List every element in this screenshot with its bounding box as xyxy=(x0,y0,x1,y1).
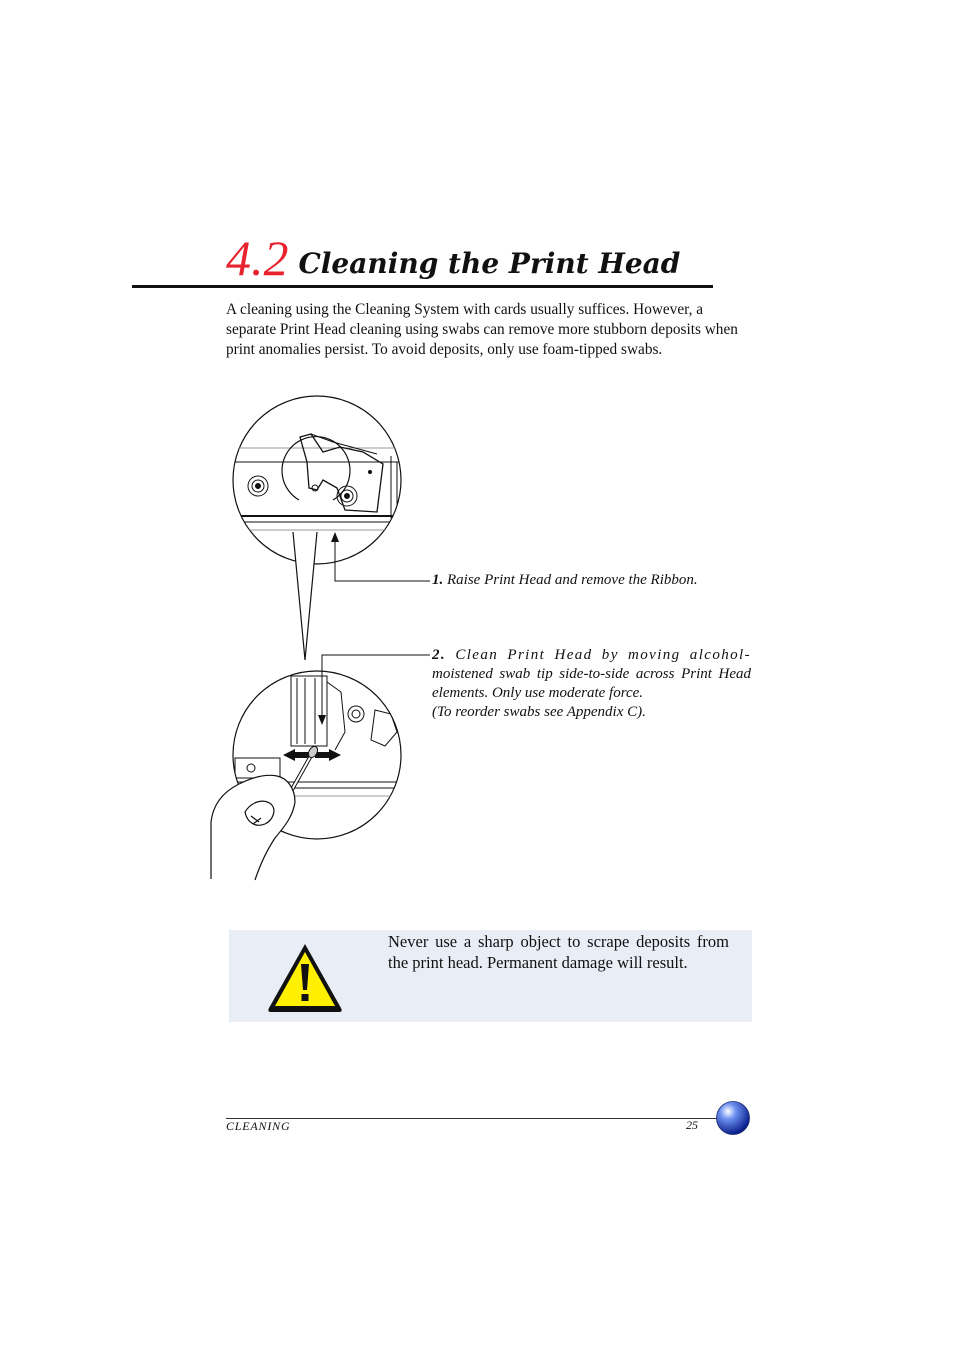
warning-triangle-icon xyxy=(265,940,345,1014)
page-number: 25 xyxy=(686,1118,698,1132)
step-2-line1: Clean Print Head by moving alcohol- xyxy=(455,647,751,663)
step-1-text: Raise Print Head and remove the Ribbon. xyxy=(447,572,698,588)
footer-label: CLEANING xyxy=(226,1119,291,1133)
intro-paragraph: A cleaning using the Cleaning System with cards usually suffices. However, a separate Print Head cleaning using swabs can remove more stubborn deposits when print anomalies persist. To avoid deposits, only use foam-tipped swabs. xyxy=(226,301,738,358)
callout-lines xyxy=(300,530,440,730)
step-2 xyxy=(432,646,751,722)
step-1 xyxy=(432,571,751,590)
step-2-text: moistened swab tip side-to-side across Print Head elements. Only use moderate force. xyxy=(432,666,751,701)
section-title: Cleaning the Print Head xyxy=(298,247,681,280)
step-1-number: 1. xyxy=(432,572,444,588)
section-heading xyxy=(226,232,726,284)
hand-drawing xyxy=(211,775,295,880)
footer-rule xyxy=(226,1118,720,1119)
warning-text: Never use a sharp object to scrape deposits from the print head. Permanent damage will result. xyxy=(388,932,729,972)
blue-sphere-icon xyxy=(715,1100,751,1136)
step-2-number: 2. xyxy=(432,647,447,663)
section-number: 4.2 xyxy=(226,230,289,286)
step-2-note: (To reorder swabs see Appendix C). xyxy=(432,704,646,720)
heading-rule xyxy=(132,285,713,288)
warning-box xyxy=(229,930,752,1022)
